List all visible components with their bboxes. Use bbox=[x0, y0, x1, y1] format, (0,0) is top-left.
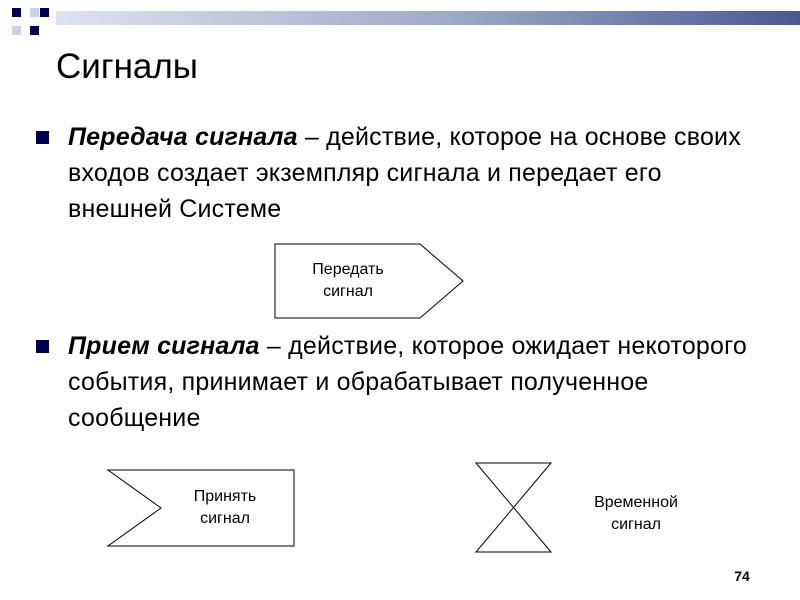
corner-square-bottom-right bbox=[30, 26, 39, 35]
corner-square-top-right bbox=[30, 8, 39, 17]
bullet-term-send-signal: Передача сигнала bbox=[68, 123, 298, 151]
slide-title: Сигналы bbox=[56, 47, 198, 86]
bullet-marker-1 bbox=[36, 131, 49, 144]
accept-signal-label-line1: Принять bbox=[193, 488, 257, 505]
header-gradient-bar bbox=[56, 11, 800, 25]
accept-signal-label-line2: сигнал bbox=[200, 510, 250, 527]
bullet-definition-accept-signal: – действие, которое ожидает некоторого события, принимает и обрабатывает полученное сообщение bbox=[68, 332, 748, 432]
bullet-text-send-signal bbox=[68, 119, 768, 227]
send-signal-label-line1: Передать bbox=[312, 261, 384, 278]
time-signal-label bbox=[574, 492, 698, 536]
send-signal-label bbox=[290, 259, 406, 303]
time-signal-hourglass bbox=[474, 462, 554, 554]
time-signal-outline bbox=[476, 463, 551, 552]
page-number: 74 bbox=[734, 568, 750, 584]
time-signal-label-line1: Временной bbox=[594, 494, 678, 511]
bullet-definition-send-signal: – действие, которое на основе своих входов создает экземпляр сигнала и передает его внешней Системе bbox=[68, 123, 741, 223]
bullet-marker-2 bbox=[36, 340, 49, 353]
accept-signal-label bbox=[170, 486, 280, 530]
bullet-term-accept-signal: Прием сигнала bbox=[68, 332, 260, 360]
corner-square-top-left bbox=[12, 8, 21, 17]
corner-square-mid bbox=[40, 8, 49, 17]
corner-square-bottom-left bbox=[12, 26, 21, 35]
bullet-text-accept-signal bbox=[68, 328, 768, 436]
time-signal-label-line2: сигнал bbox=[611, 516, 661, 533]
send-signal-label-line2: сигнал bbox=[323, 283, 373, 300]
